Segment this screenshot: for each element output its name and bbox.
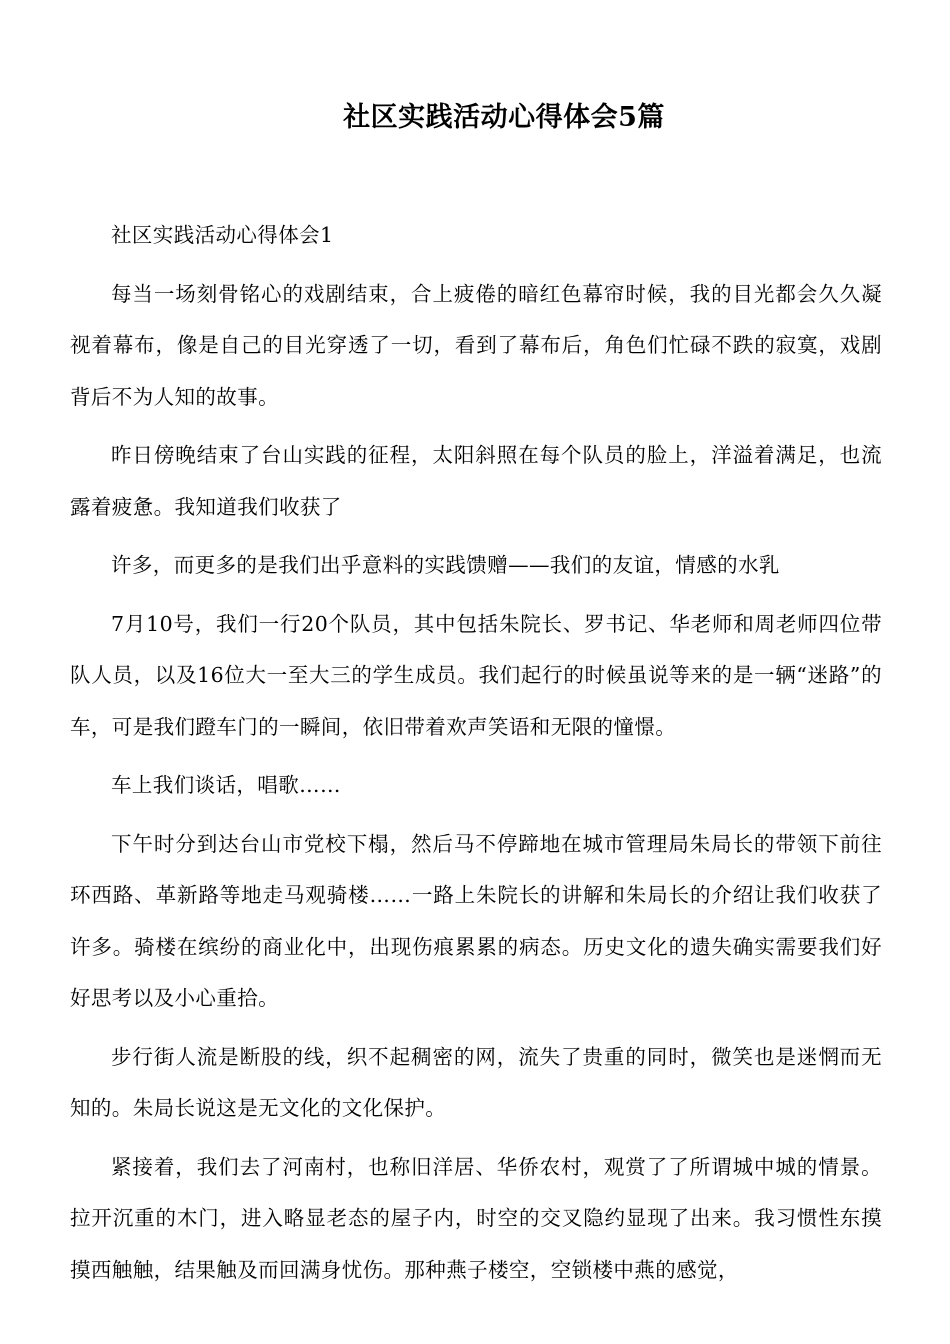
- paragraph: 昨日傍晚结束了台山实践的征程，太阳斜照在每个队员的脸上，洋溢着满足，也流露着疲惫。我知道我们收获了: [70, 443, 882, 519]
- paragraph: 7月10号，我们一行20个队员，其中包括朱院长、罗书记、华老师和周老师四位带队人员，以及16位大一至大三的学生成员。我们起行的时候虽说等来的是一辆“迷路”的车，可是我们蹬车门的一瞬间，依旧带着欢声笑语和无限的憧憬。: [70, 611, 882, 739]
- document-body: [70, 210, 882, 1303]
- paragraph: 每当一场刻骨铭心的戏剧结束，合上疲倦的暗红色幕帘时候，我的目光都会久久凝视着幕布，像是自己的目光穿透了一切，看到了幕布后，角色们忙碌不跌的寂寞，戏剧背后不为人知的故事。: [70, 281, 882, 409]
- paragraph: 车上我们谈话，唱歌……: [111, 773, 341, 797]
- paragraph: 紧接着，我们去了河南村，也称旧洋居、华侨农村，观赏了了所谓城中城的情景。拉开沉重的木门，进入略显老态的屋子内，时空的交叉隐约显现了出来。我习惯性东摸摸西触触，结果触及而回满身忧伤。那种燕子楼空，空锁楼中燕的感觉，: [70, 1154, 882, 1282]
- document-title: 社区实践活动心得体会5篇: [343, 102, 665, 133]
- paragraph: 下午时分到达台山市党校下榻，然后马不停蹄地在城市管理局朱局长的带领下前往环西路、革新路等地走马观骑楼……一路上朱院长的讲解和朱局长的介绍让我们收获了许多。骑楼在缤纷的商业化中，出现伤痕累累的病态。历史文化的遗失确实需要我们好好思考以及小心重拾。: [70, 831, 882, 1010]
- paragraph: 步行街人流是断股的线，织不起稠密的网，流失了贵重的同时，微笑也是迷惘而无知的。朱局长说这是无文化的文化保护。: [70, 1044, 882, 1120]
- section-heading: 社区实践活动心得体会1: [111, 223, 334, 247]
- paragraph: 许多，而更多的是我们出乎意料的实践馈赠——我们的友谊，情感的水乳: [111, 553, 780, 577]
